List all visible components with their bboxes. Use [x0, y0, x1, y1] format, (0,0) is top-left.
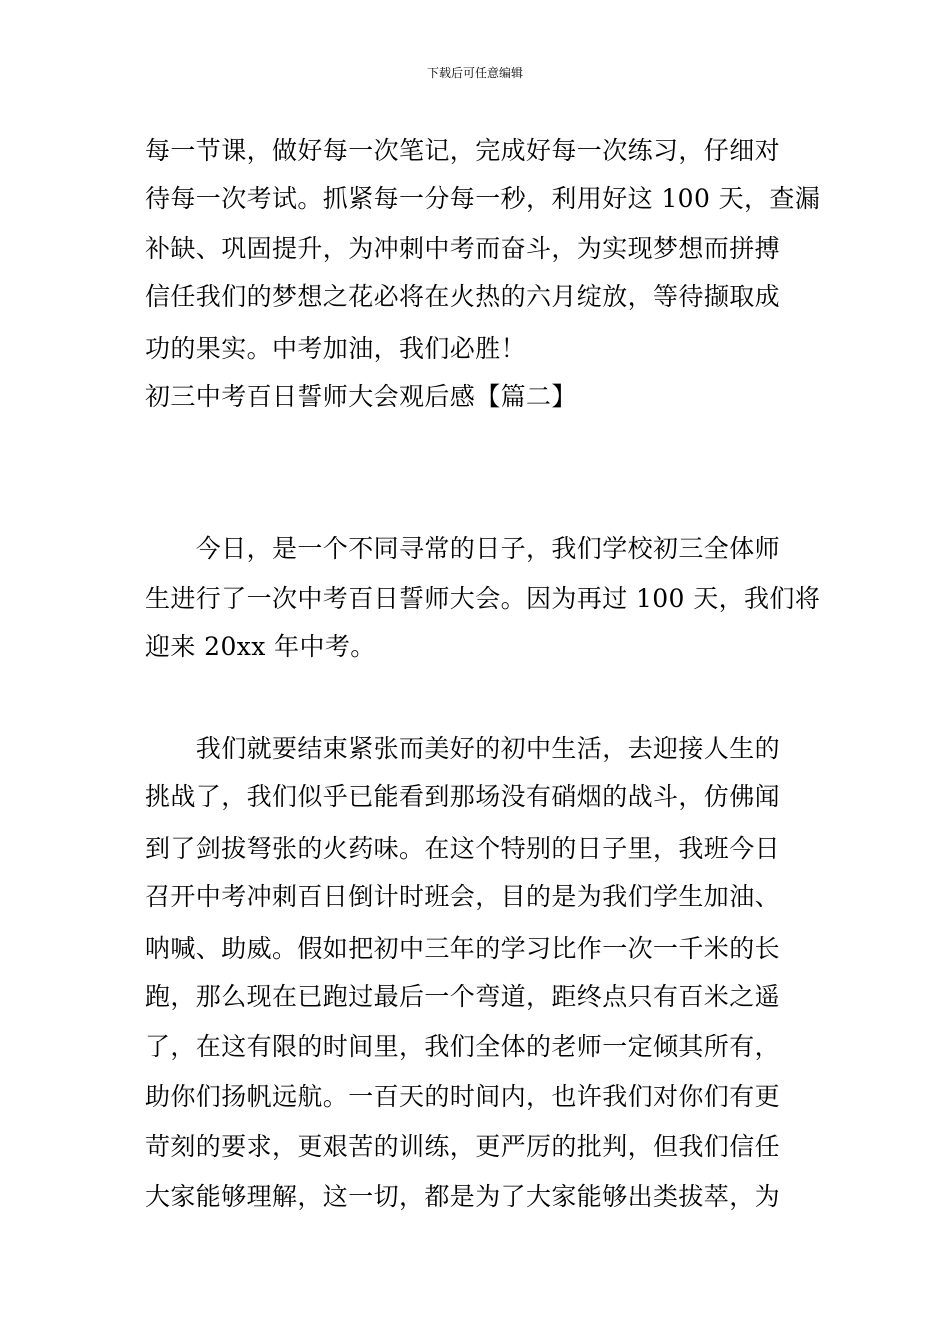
- text-line: 苛刻的要求，更艰苦的训练，更严厉的批判，但我们信任: [145, 1132, 781, 1161]
- text-line: 信任我们的梦想之花必将在火热的六月绽放，等待撷取成: [145, 282, 781, 311]
- page-header-note: 下载后可任意编辑: [426, 66, 523, 80]
- text-line: 大家能够理解，这一切，都是为了大家能够出类拔萃，为: [145, 1182, 781, 1211]
- text-line: 召开中考冲刺百日倒计时班会，目的是为我们学生加油、: [145, 882, 781, 911]
- text-line: 呐喊、助威。假如把初中三年的学习比作一次一千米的长: [145, 934, 781, 963]
- text-line: 助你们扬帆远航。一百天的时间内，也许我们对你们有更: [145, 1082, 781, 1111]
- text-line: 迎来 20xx 年中考。: [145, 632, 376, 661]
- text-line: 到了剑拔弩张的火药味。在这个特别的日子里，我班今日: [145, 834, 781, 863]
- text-line: 今日，是一个不同寻常的日子，我们学校初三全体师: [145, 534, 781, 563]
- text-line: 我们就要结束紧张而美好的初中生活，去迎接人生的: [145, 734, 781, 763]
- text-line: 每一节课，做好每一次笔记，完成好每一次练习，仔细对: [145, 136, 781, 165]
- text-line: 挑战了，我们似乎已能看到那场没有硝烟的战斗，仿佛闻: [145, 782, 781, 811]
- text-line: 了，在这有限的时间里，我们全体的老师一定倾其所有，: [145, 1032, 781, 1061]
- text-line: 补缺、巩固提升，为冲刺中考而奋斗，为实现梦想而拼搏: [145, 234, 781, 263]
- text-line: 功的果实。中考加油，我们必胜！: [145, 334, 527, 363]
- text-line: 生进行了一次中考百日誓师大会。因为再过 100 天，我们将: [145, 584, 821, 613]
- section-title: 初三中考百日誓师大会观后感【篇二】: [145, 382, 577, 411]
- text-line: 待每一次考试。抓紧每一分每一秒，利用好这 100 天，查漏: [145, 184, 821, 213]
- text-line: 跑，那么现在已跑过最后一个弯道，距终点只有百米之遥: [145, 982, 781, 1011]
